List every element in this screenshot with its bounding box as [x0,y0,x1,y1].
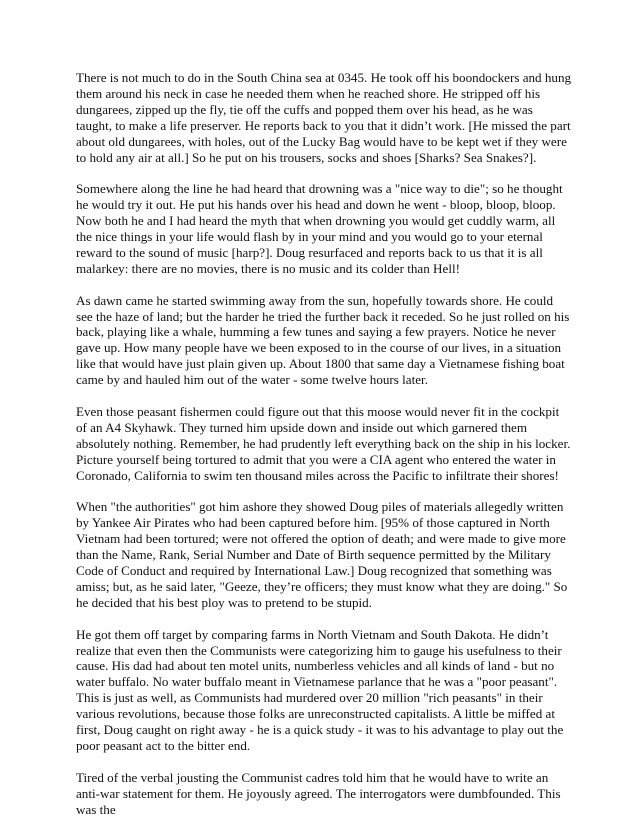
paragraph-3: As dawn came he started swimming away from the sun, hopefully towards shore. He could see the haze of land; but the harder he tried the further back it receded. So he just rolled on his back, playing like a whale, humming a few tunes and saying a few prayers. Notice he never gave up. How many people have we been exposed to in the course of our lives, in a situation like that would have just plain given up. About 1800 that same day a Vietnamese fishing boat came by and hauled him out of the water - some twelve hours later. [76,292,570,388]
paragraph-2: Somewhere along the line he had heard that drowning was a "nice way to die"; so he thought he would try it out. He put his hands over his head and down he went - bloop, bloop, bloop. Now both he and I had heard the myth that when drowning you would get cuddly warm, all the nice things in your life would flash by in your mind and you would go to your eternal reward to the sound of music [harp?]. Doug resurfaced and reports back to us that it is all malarkey: there are no movies, there is no music and its colder than Hell! [76,181,563,276]
paragraph-6: He got them off target by comparing farms in North Vietnam and South Dakota. He didn’t realize that even then the Communists were categorizing him to gauge his usefulness to their cause. His dad had about ten motel units, numberless vehicles and all kinds of land - but no water buffalo. No water buffalo meant in Vietnamese parlance that he was a "poor peasant". This is just as well, as Communists had murdered over 20 million "rich peasants" in their various revolutions, because those folks are unreconstructed capitalists. A little be miffed at first, Doug caught on right away - he is a quick study - it was to his advantage to play out the poor peasant act to the bitter end. [76,626,564,753]
paragraph-4: Even those peasant fishermen could figure out that this moose would never fit in the cockpit of an A4 Skyhawk. They turned him upside down and inside out which garnered them absolutely nothing. Remember, he had prudently left everything back on the ship in his locker. Picture yourself being tortured to admit that you were a CIA agent who entered the water in Coronado, California to swim ten thousand miles across the Pacific to infiltrate their shores! [76,403,571,483]
paragraph-5: When "the authorities" got him ashore they showed Doug piles of materials allegedly written by Yankee Air Pirates who had been captured before him. [95% of those captured in North Vietnam had been tortured; were not offered the option of death; and were made to give more than the Name, Rank, Serial Number and Date of Birth sequence permitted by the Military Code of Conduct and required by International Law.] Doug recognized that something was amiss; but, as he said later, "Geeze, they’re officers; they must know what they are doing." So he decided that his best ploy was to pretend to be stupid. [76,499,568,610]
paragraph-7: Tired of the verbal jousting the Communist cadres told him that he would have to write an anti-war statement for them. He joyously agreed. The interrogators were dumbfounded. This was the [76,769,561,817]
document-body [76,70,572,833]
paragraph-1: There is not much to do in the South China sea at 0345. He took off his boondockers and hung them around his neck in case he needed them when he reached shore. He stripped off his dungarees, zipped up the fly, tie off the cuffs and popped them over his head, as he was taught, to make a life preserver. He reports back to you that it didn’t work. [He missed the part about old dungarees, with holes, out of the Lucky Bag would have to be kept wet if they were to hold any air at all.] So he put on his trousers, socks and shoes [Sharks? Sea Snakes?]. [76,70,572,165]
